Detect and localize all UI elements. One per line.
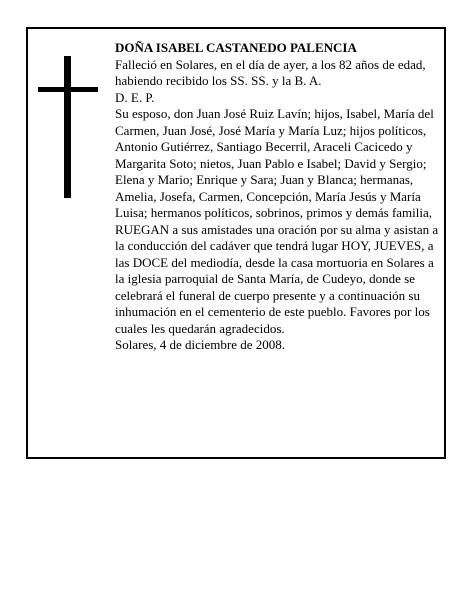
family-list: Su esposo, don Juan José Ruiz Lavín; hijos, Isabel, María del Carmen, Juan José, José María y María Luz; hijos políticos, Antonio Gutiérrez, Santiago Becerril, Araceli Cacicedo y Margarita Soto; nietos, Juan Pablo e Isabel; David y Sergio; Elena y Mario; Enrique y Sara; Juan y Blanca; hermanas, Amelia, Josefa, Carmen, Concepción, María Jesús y María Luisa; hermanos políticos, sobrinos, primos y demás familia,: [115, 106, 434, 220]
death-announcement: Falleció en Solares, en el día de ayer, a los 82 años de edad,: [115, 56, 426, 72]
place-and-date: Solares, 4 de diciembre de 2008.: [115, 337, 286, 352]
cross-vertical-bar: [64, 56, 71, 198]
dep-line: D. E. P.: [115, 89, 155, 105]
notice-text: [115, 40, 439, 354]
funeral-request: RUEGAN a sus amistades una oración por su alma y asistan a la conducción del cadáver que tendrá lugar HOY, JUEVES, a las DOCE del mediodía, desde la casa mortuoria en Solares a la iglesia parroquial de Santa María, de Cudeyo, donde se celebrará el funeral de cuerpo presente y a continuación su inhumación en el cementerio de este pueblo. Favores por los cuales les quedarán agradecidos.: [115, 221, 439, 336]
cross-horizontal-bar: [38, 87, 98, 92]
latin-cross-icon: [38, 56, 98, 198]
obituary-notice: [26, 27, 446, 459]
deceased-name: DOÑA ISABEL CASTANEDO PALENCIA: [115, 40, 357, 55]
sacraments-line: habiendo recibido los SS. SS. y la B. A.: [115, 73, 322, 88]
